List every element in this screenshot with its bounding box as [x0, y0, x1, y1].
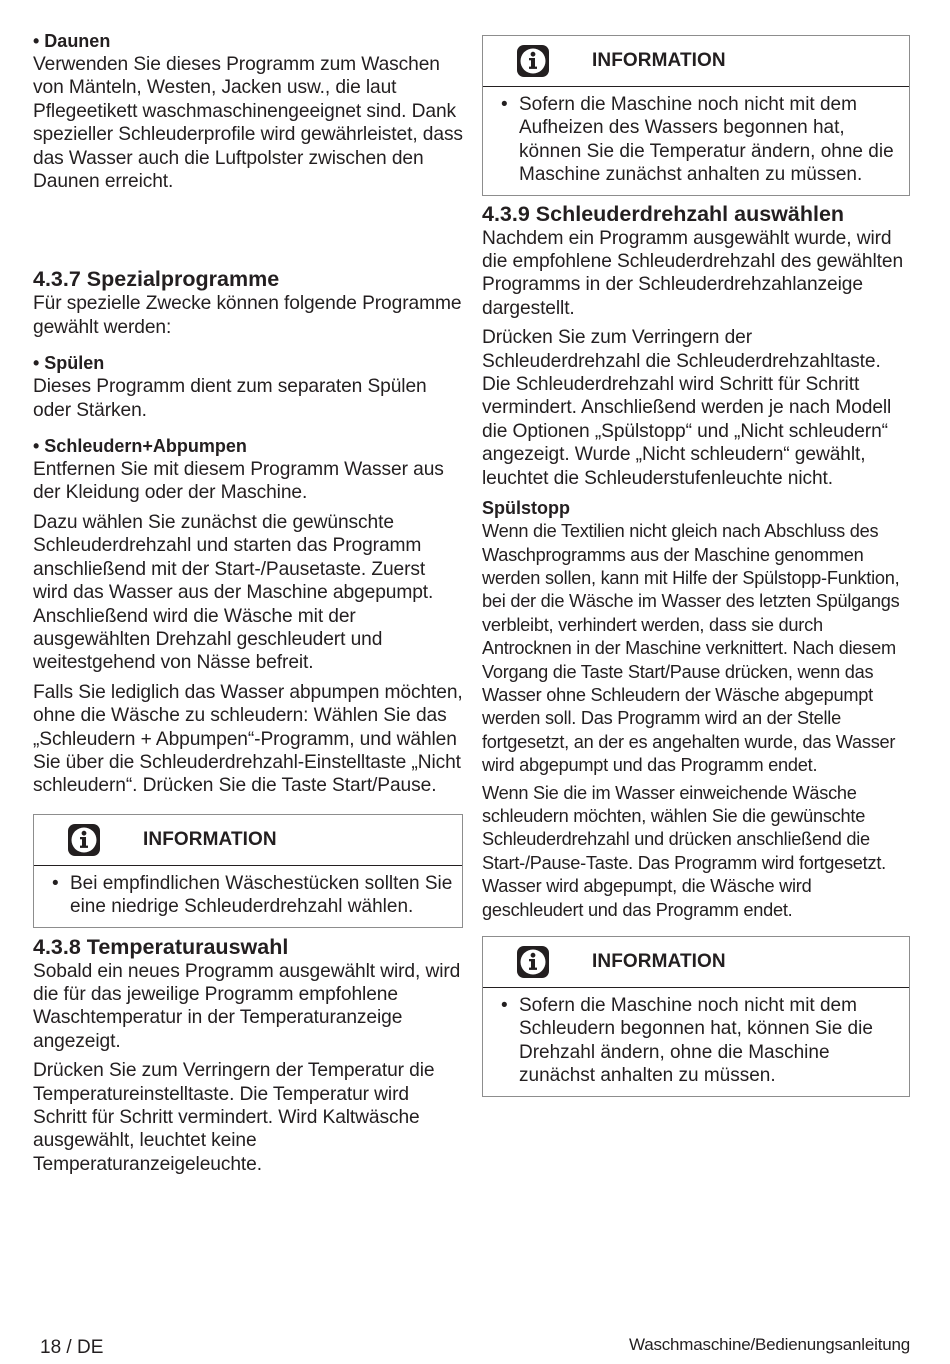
info-icon: [516, 945, 550, 979]
bullet: •: [501, 995, 508, 1016]
section-439-title: 4.3.9 Schleuderdrehzahl auswählen: [482, 201, 845, 226]
section-438-text-2: Drücken Sie zum Verringern der Temperatur die Temperatureinstelltaste. Die Temperatur wird Schritt für Schritt vermindert. Wird Kaltwäsche ausgewählt, leuchtet keine Temperaturanzeigeleuchte.: [33, 1060, 435, 1175]
left-column: [33, 30, 463, 1182]
info-box-text: Sofern die Maschine noch nicht mit dem Schleudern begonnen hat, können Sie die Drehzahl ändern, ohne die Maschine zunächst anhalten zu müssen.: [519, 995, 873, 1087]
info-box-title: INFORMATION: [592, 951, 726, 972]
right-column: [482, 35, 910, 1097]
bullet: •: [52, 872, 59, 894]
spuelen-text: Dieses Programm dient zum separaten Spülen oder Stärken.: [33, 376, 427, 421]
section-439-text-1: Nachdem ein Programm ausgewählt wurde, wird die empfohlene Schleuderdrehzahl des gewählten Programms in der Schleuderdrehzahlanzeige dargestellt.: [482, 227, 904, 319]
spuelen-heading: • Spülen: [33, 353, 105, 374]
schleudern-text-3: Falls Sie lediglich das Wasser abpumpen möchten, ohne die Wäsche zu schleudern: Wählen Sie das „Schleudern + Abpumpen“-Programm, und wählen Sie über die Schleuderdrehzahl-Einstelltaste „Nicht schleudern“. Drücken Sie die Taste Start/Pause.: [33, 681, 463, 797]
info-box-header: [34, 815, 462, 866]
info-box-body: [483, 87, 909, 195]
info-box-right-2: [482, 936, 910, 1097]
section-439-text-2: Drücken Sie zum Verringern der Schleuderdrehzahl die Schleuderdrehzahltaste. Die Schleuderdrehzahl wird Schritt für Schritt vermindert. Anschließend werden je nach Modell die Optionen „Spülstopp“ und „Nicht schleudern“ angezeigt. Wurde „Nicht schleudern“ gewählt, leuchtet die Schleuderstufenleuchte nicht.: [482, 327, 892, 489]
section-438-text-1: Sobald ein neues Programm ausgewählt wird, wird die für das jeweilige Programm empfohlene Waschtemperatur in der Temperaturanzeige angezeigt.: [33, 960, 461, 1052]
daunen-text: Verwenden Sie dieses Programm zum Waschen von Mänteln, Westen, Jacken usw., die laut Pflegeetikett waschmaschinengeeignet sind. Dank spezieller Schleuderprofile wird gewährleistet, dass das Wasser auch die Luftpolster zwischen den Daunen erreicht.: [33, 54, 463, 193]
section-437-intro: Für spezielle Zwecke können folgende Programme gewählt werden:: [33, 293, 462, 338]
spuelstopp-text-2: Wenn Sie die im Wasser einweichende Wäsche schleudern möchten, wählen Sie die gewünschte Schleuderdrehzahl und drücken anschließend die Start-/Pause-Taste. Das Programm wird fortgesetzt. Wasser wird abgepumpt, die Wäsche wird geschleudert und das Programm endet.: [482, 782, 886, 920]
info-box-body: [483, 988, 909, 1096]
spacer: [33, 199, 463, 267]
info-box-body: [34, 866, 462, 927]
schleudern-text-1: Entfernen Sie mit diesem Programm Wasser aus der Kleidung oder der Maschine.: [33, 459, 444, 504]
info-box-text: Bei empfindlichen Wäschestücken sollten Sie eine niedrige Schleuderdrehzahl wählen.: [70, 872, 453, 918]
section-438-title: 4.3.8 Temperaturauswahl: [33, 934, 289, 959]
spuelstopp-text-1: Wenn die Textilien nicht gleich nach Abschluss des Waschprogramms aus der Maschine genommen werden sollen, kann mit Hilfe der Spülstopp-Funktion, bei der die Wäsche im Wasser des letzten Spülgangs verbleibt, verhindert werden, dass sie durch Antrocknen in der Maschine verknittert. Nach diesem Vorgang die Taste Start/Pause drücken, wenn das Wasser ohne Schleudern der Wäsche abgepumpt werden soll. Das Programm wird an der Stelle fortgesetzt, an der es angehalten wurde, das Wasser wird abgepumpt und das Programm endet.: [482, 521, 900, 776]
info-box-text: Sofern die Maschine noch nicht mit dem Aufheizen des Wassers begonnen hat, können Sie die Temperatur ändern, ohne die Maschine zunächst anhalten zu müssen.: [519, 94, 894, 186]
info-box-header: [483, 36, 909, 87]
info-box-left: [33, 814, 463, 928]
document-title: Waschmaschine/Bedienungsanleitung: [628, 1335, 910, 1354]
spuelstopp-heading: Spülstopp: [482, 498, 570, 519]
bullet: •: [501, 94, 508, 115]
daunen-heading: • Daunen: [33, 31, 111, 51]
info-box-title: INFORMATION: [592, 50, 726, 71]
info-icon: [67, 823, 101, 857]
info-icon: [516, 44, 550, 78]
page-number: 18 / DE: [40, 1337, 104, 1358]
schleudern-text-2: Dazu wählen Sie zunächst die gewünschte Schleuderdrehzahl und starten das Programm anschließend mit der Start-/Pausetaste. Zuerst wird das Wasser aus der Maschine abgepumpt. Anschließend wird die Wäsche mit der ausgewählten Drehzahl geschleudert und weitestgehend von Nässe befreit.: [33, 511, 434, 674]
info-box-right-1: [482, 35, 910, 196]
info-box-header: [483, 937, 909, 988]
section-437-title: 4.3.7 Spezialprogramme: [33, 267, 280, 292]
schleudern-heading: • Schleudern+Abpumpen: [33, 436, 247, 457]
info-box-title: INFORMATION: [143, 828, 277, 850]
